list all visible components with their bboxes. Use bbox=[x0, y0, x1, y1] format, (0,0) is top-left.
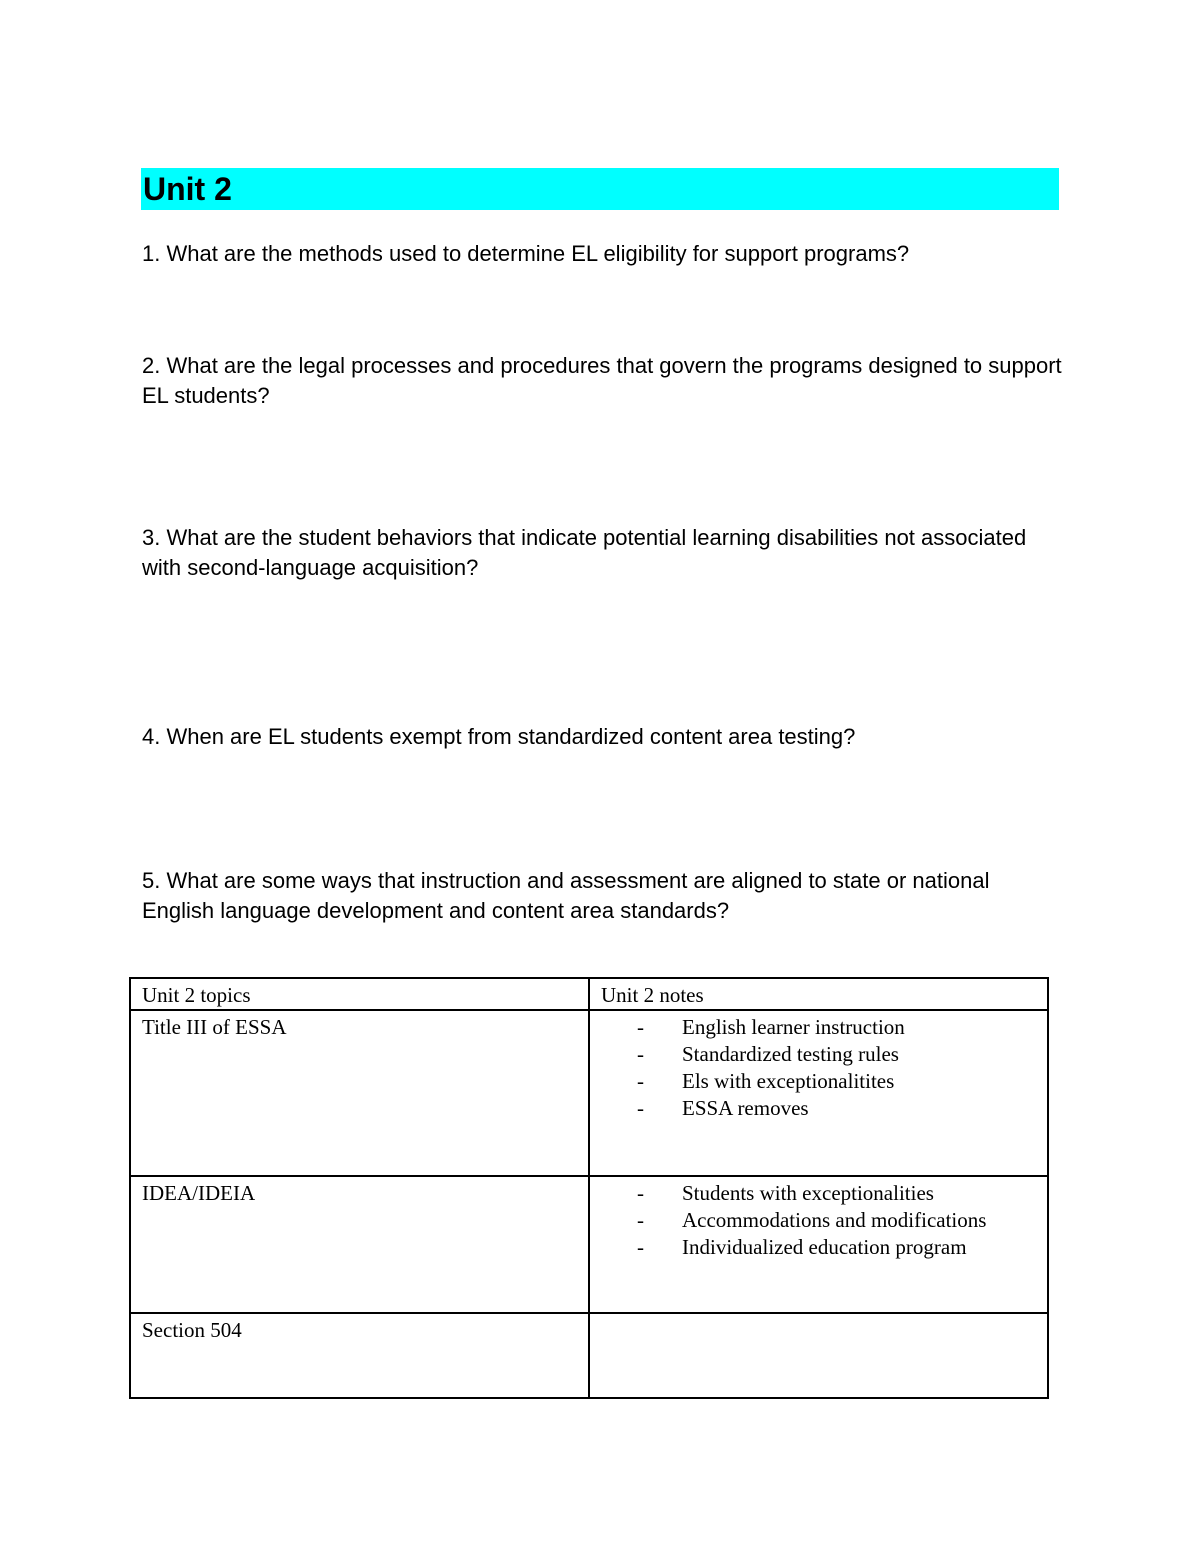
notes-list bbox=[601, 1180, 1037, 1261]
page-title: Unit 2 bbox=[141, 168, 1059, 210]
question-5: 5. What are some ways that instruction and assessment are aligned to state or national English language development and content area standards? bbox=[142, 868, 990, 923]
list-item bbox=[637, 1095, 1037, 1122]
dash-bullet: - bbox=[637, 1181, 644, 1205]
note-text: Students with exceptionalities bbox=[682, 1181, 934, 1205]
note-text: Individualized education program bbox=[682, 1235, 967, 1259]
table-header-row bbox=[130, 978, 1048, 1010]
list-item bbox=[637, 1180, 1037, 1207]
note-text: English learner instruction bbox=[682, 1015, 905, 1039]
topic-cell: IDEA/IDEIA bbox=[130, 1176, 589, 1313]
dash-bullet: - bbox=[637, 1235, 644, 1259]
question-3: 3. What are the student behaviors that indicate potential learning disabilities not associated with second-language acquisition? bbox=[142, 525, 1027, 580]
unit-topics-table bbox=[129, 977, 1049, 1399]
dash-bullet: - bbox=[637, 1208, 644, 1232]
list-item bbox=[637, 1014, 1037, 1041]
table-row bbox=[130, 1176, 1048, 1313]
list-item bbox=[637, 1068, 1037, 1095]
dash-bullet: - bbox=[637, 1042, 644, 1066]
dash-bullet: - bbox=[637, 1015, 644, 1039]
question-4: 4. When are EL students exempt from standardized content area testing? bbox=[142, 724, 856, 749]
topic-cell: Title III of ESSA bbox=[130, 1010, 589, 1176]
header-topics-cell: Unit 2 topics bbox=[130, 978, 589, 1010]
note-text: Accommodations and modifications bbox=[682, 1208, 987, 1232]
notes-list bbox=[601, 1014, 1037, 1122]
notes-cell bbox=[589, 1010, 1048, 1176]
question-2: 2. What are the legal processes and procedures that govern the programs designed to support EL students? bbox=[142, 353, 1062, 408]
table-row bbox=[130, 1010, 1048, 1176]
notes-cell bbox=[589, 1176, 1048, 1313]
topic-cell: Section 504 bbox=[130, 1313, 589, 1398]
question-1: 1. What are the methods used to determine EL eligibility for support programs? bbox=[142, 241, 910, 266]
table-row bbox=[130, 1313, 1048, 1398]
dash-bullet: - bbox=[637, 1096, 644, 1120]
note-text: Els with exceptionalitites bbox=[682, 1069, 895, 1093]
list-item bbox=[637, 1207, 1037, 1234]
note-text: Standardized testing rules bbox=[682, 1042, 899, 1066]
header-notes-cell: Unit 2 notes bbox=[589, 978, 1048, 1010]
list-item bbox=[637, 1041, 1037, 1068]
list-item bbox=[637, 1234, 1037, 1261]
note-text: ESSA removes bbox=[682, 1096, 809, 1120]
dash-bullet: - bbox=[637, 1069, 644, 1093]
notes-cell bbox=[589, 1313, 1048, 1398]
